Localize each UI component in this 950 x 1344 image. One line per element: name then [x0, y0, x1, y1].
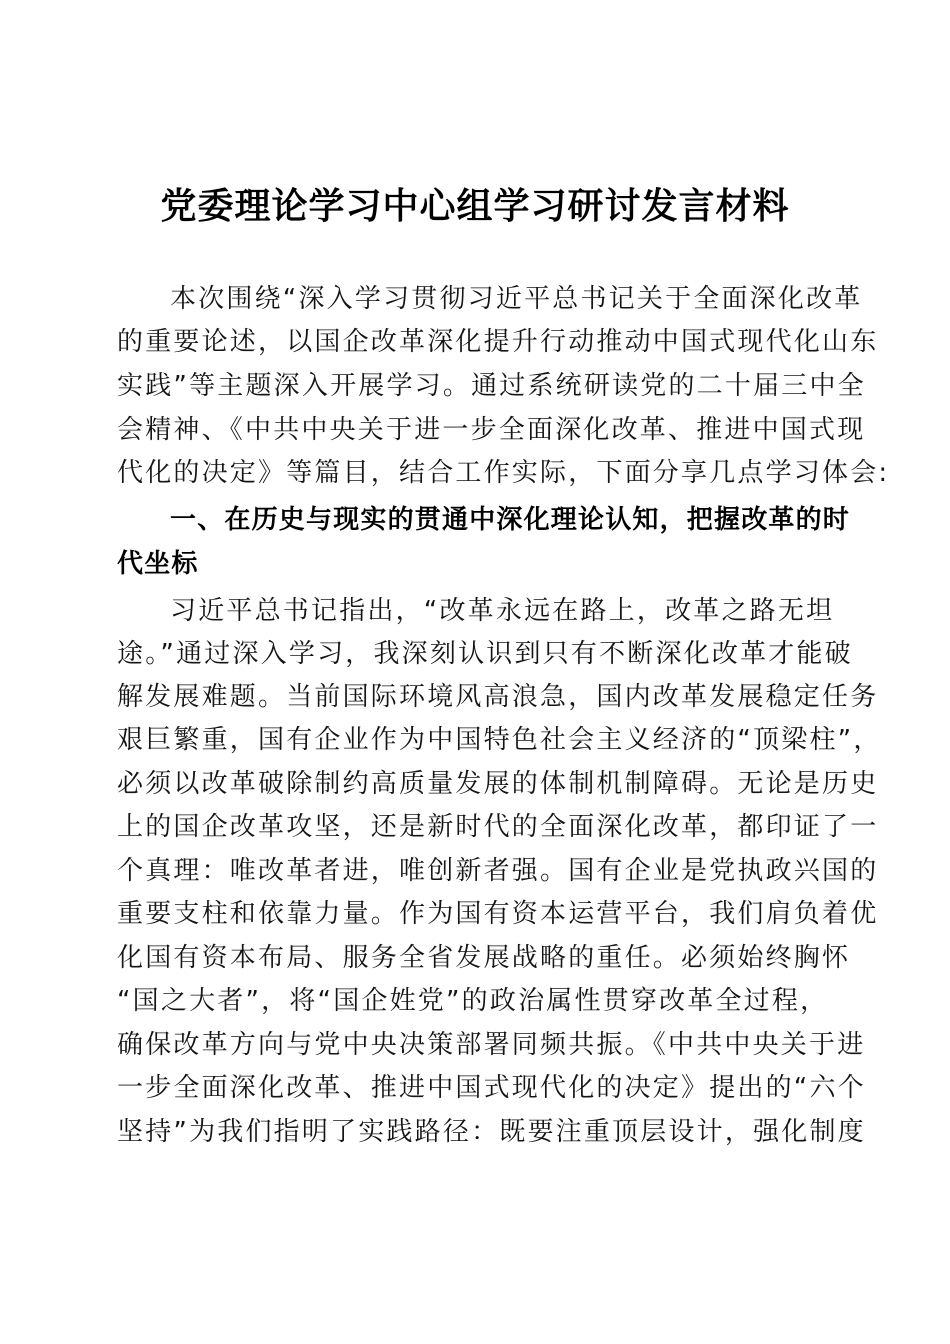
paragraph-line: 确保改革方向与党中央决策部署同频共振。《中共中央关于进	[117, 1030, 866, 1060]
paragraph-line: 代化的决定》等篇目，结合工作实际，下面分享几点学习体会:	[117, 458, 890, 488]
paragraph-line: 的重要论述，以国企改革深化提升行动推动中国式现代化山东	[117, 327, 879, 357]
paragraph-line: 坚持”为我们指明了实践路径：既要注重顶层设计，强化制度	[117, 1117, 866, 1147]
paragraph-line: 会精神、《中共中央关于进一步全面深化改革、推进中国式现	[117, 415, 866, 445]
paragraph-line: 本次围绕“深入学习贯彻习近平总书记关于全面深化改革	[170, 284, 863, 314]
paragraph-line: 习近平总书记指出，“改革永远在路上，改革之路无坦	[170, 596, 835, 626]
paragraph-line: 个真理：唯改革者进，唯创新者强。国有企业是党执政兴国的	[117, 856, 879, 886]
paragraph-line: 途。”通过深入学习，我深刻认识到只有不断深化改革才能破	[117, 639, 853, 669]
paragraph-line: 必须以改革破除制约高质量发展的体制机制障碍。无论是历史	[117, 769, 879, 799]
paragraph-line: 重要支柱和依靠力量。作为国有资本运营平台，我们肩负着优	[117, 899, 879, 929]
section-heading-line: 代坐标	[117, 549, 199, 579]
paragraph-line: 上的国企改革攻坚，还是新时代的全面深化改革，都印证了一	[117, 812, 879, 842]
paragraph-line: 解发展难题。当前国际环境风高浪急，国内改革发展稳定任务	[117, 682, 879, 712]
section-heading-line: 一、在历史与现实的贯通中深化理论认知，把握改革的时	[170, 505, 851, 535]
paragraph-line: 一步全面深化改革、推进中国式现代化的决定》提出的“六个	[117, 1073, 866, 1103]
paragraph-line: 实践”等主题深入开展学习。通过系统研读党的二十届三中全	[117, 371, 866, 401]
paragraph-line: “国之大者”，将“国企姓党”的政治属性贯穿改革全过程，	[117, 986, 829, 1016]
paragraph-line: 化国有资本布局、服务全省发展战略的重任。必须始终胸怀	[117, 943, 851, 973]
paragraph-line: 艰巨繁重，国有企业作为中国特色社会主义经济的“顶梁柱”，	[117, 725, 882, 755]
document-title: 党委理论学习中心组学习研讨发言材料	[160, 185, 790, 227]
